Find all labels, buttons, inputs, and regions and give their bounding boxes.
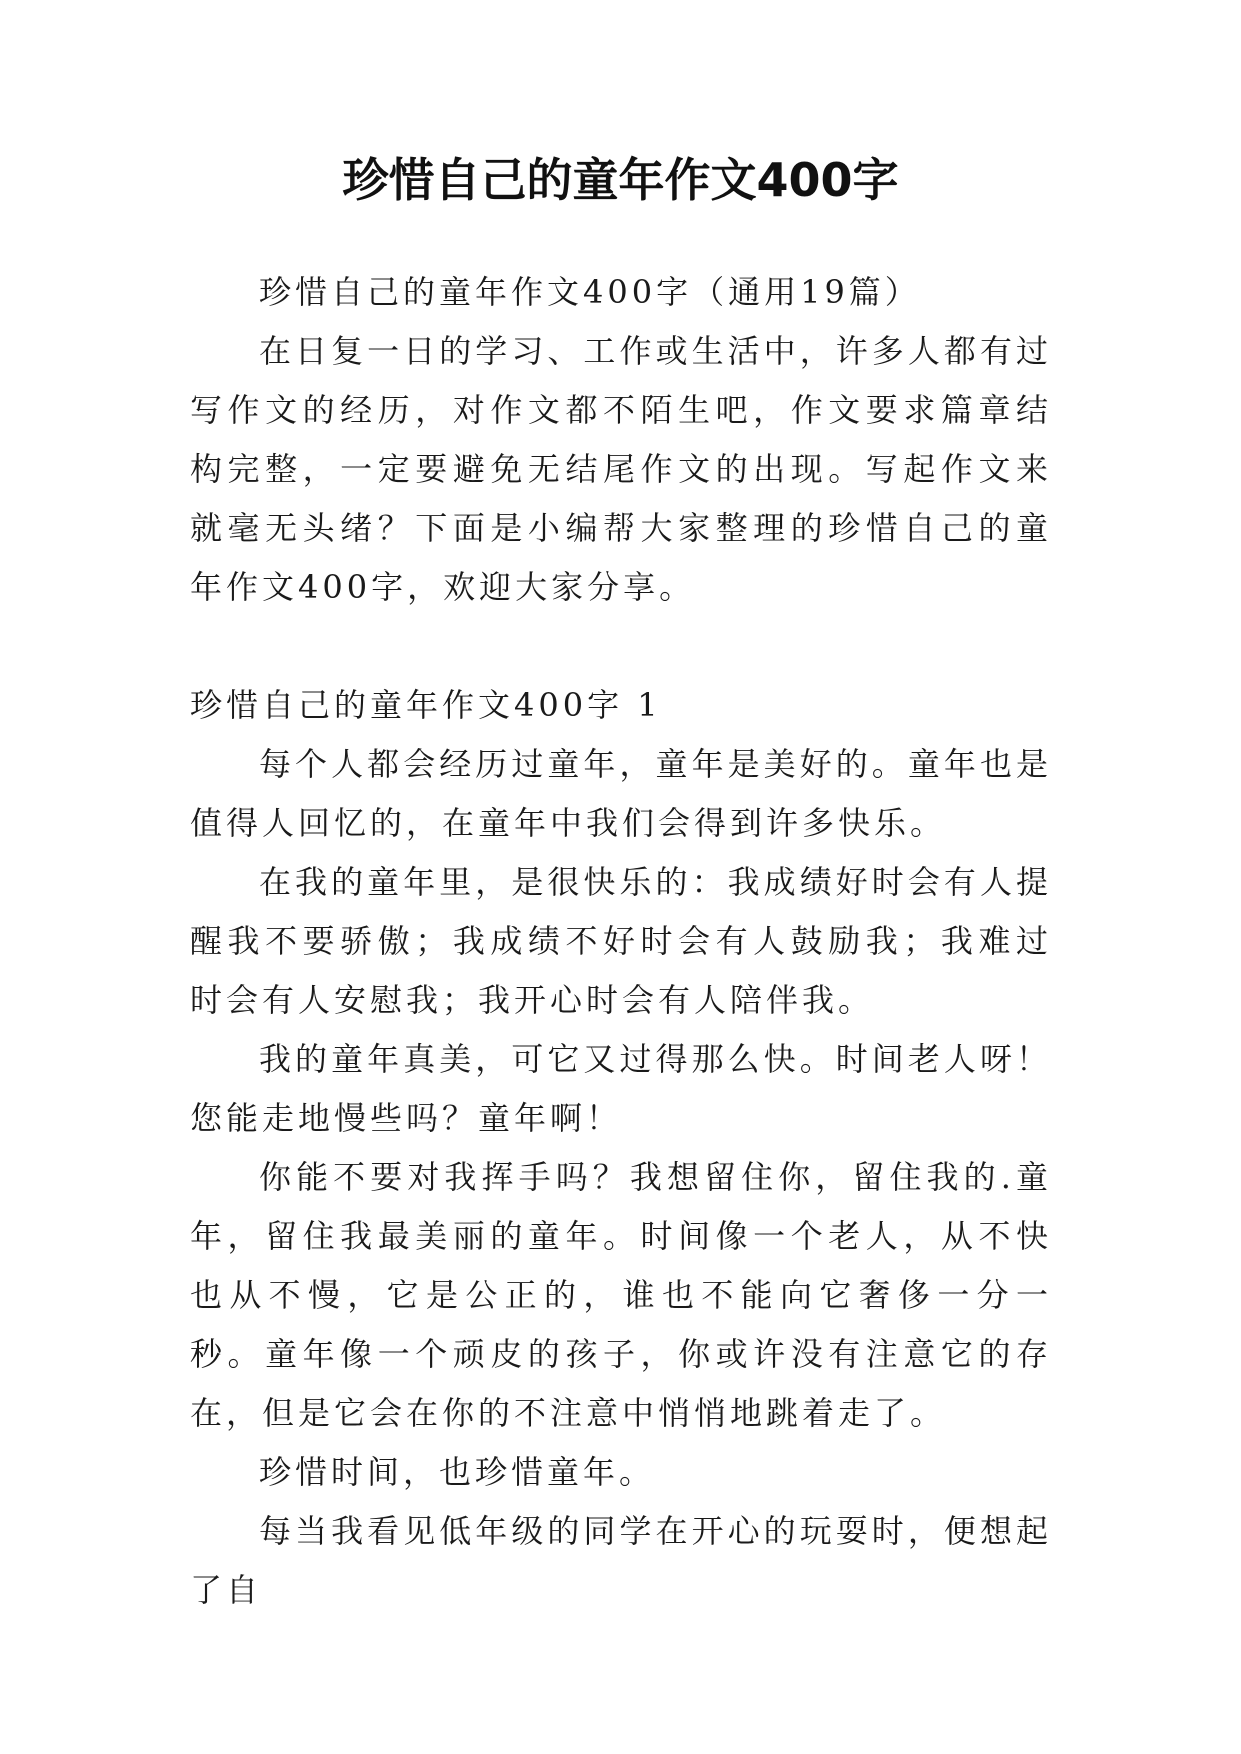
body-paragraph: 你能不要对我挥手吗？我想留住你，留住我的.童年，留住我最美丽的童年。时间像一个老人，从不快也从不慢，它是公正的，谁也不能向它奢侈一分一秒。童年像一个顽皮的孩子，你或许没有注意它的存在，但是它会在你的不注意中悄悄地跳着走了。 [190,1158,1052,1432]
body-paragraph: 每个人都会经历过童年，童年是美好的。童年也是值得人回忆的，在童年中我们会得到许多快乐。 [190,745,1052,842]
document-title: 珍惜自己的童年作文400字 [342,153,899,207]
subtitle-paragraph: 珍惜自己的童年作文400字（通用19篇） [259,273,921,311]
intro-paragraph: 在日复一日的学习、工作或生活中，许多人都有过写作文的经历，对作文都不陌生吧，作文要求篇章结构完整，一定要避免无结尾作文的出现。写起作文来就毫无头绪？下面是小编帮大家整理的珍惜自己的童年作文400字，欢迎大家分享。 [190,332,1052,606]
document-body [190,263,1052,1620]
body-paragraph: 每当我看见低年级的同学在开心的玩耍时，便想起了自 [190,1512,1052,1609]
section-heading: 珍惜自己的童年作文400字 1 [190,686,662,724]
body-paragraph: 珍惜时间，也珍惜童年。 [259,1453,656,1491]
body-paragraph: 我的童年真美，可它又过得那么快。时间老人呀！您能走地慢些吗？童年啊！ [190,1040,1052,1137]
body-paragraph: 在我的童年里，是很快乐的：我成绩好时会有人提醒我不要骄傲；我成绩不好时会有人鼓励我；我难过时会有人安慰我；我开心时会有人陪伴我。 [190,863,1052,1019]
paragraph-spacer [190,617,1052,676]
